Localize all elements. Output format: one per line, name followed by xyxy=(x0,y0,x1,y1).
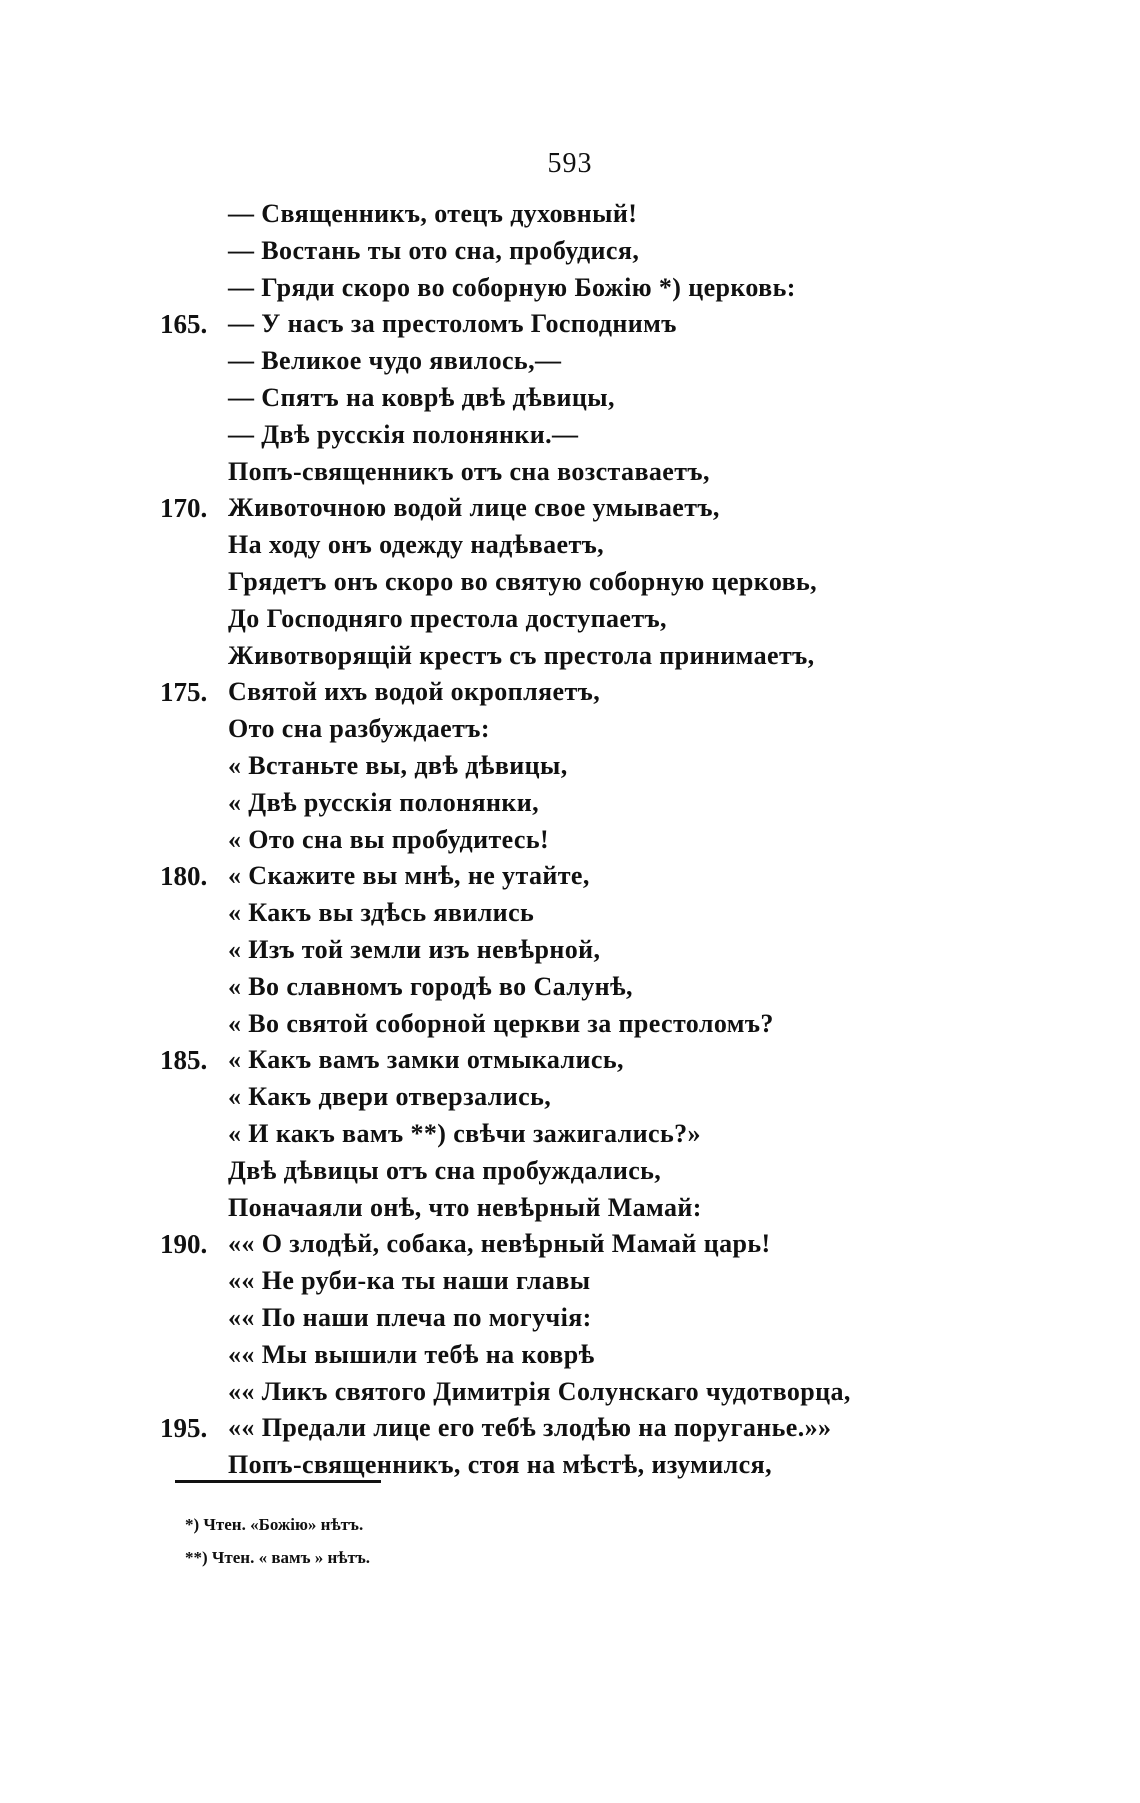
verse-line xyxy=(0,932,1140,969)
line-text: « Скажите вы мнѣ, не утайте, xyxy=(228,861,590,891)
line-number: 185. xyxy=(160,1045,208,1076)
verse-line xyxy=(0,1374,1140,1411)
verse-line xyxy=(0,748,1140,785)
verse-line xyxy=(0,785,1140,822)
verse-line xyxy=(0,1042,1140,1079)
line-text: « Встаньте вы, двѣ дѣвицы, xyxy=(228,750,568,780)
line-text: Животочною водой лице свое умываетъ, xyxy=(228,493,720,523)
line-number: 195. xyxy=(160,1413,208,1444)
verse-line xyxy=(0,380,1140,417)
verse-line xyxy=(0,417,1140,454)
footnote-divider xyxy=(175,1480,381,1483)
verse-line xyxy=(0,490,1140,527)
verse-line xyxy=(0,969,1140,1006)
verse-line xyxy=(0,1300,1140,1337)
line-text: « Изъ той земли изъ невѣрной, xyxy=(228,934,601,964)
verse-line xyxy=(0,638,1140,675)
line-text: « Во славномъ городѣ во Салунѣ, xyxy=(228,971,633,1001)
line-text: Двѣ дѣвицы отъ сна пробуждались, xyxy=(228,1155,662,1185)
verse-line xyxy=(0,306,1140,343)
verse-line xyxy=(0,674,1140,711)
line-number: 165. xyxy=(160,309,208,340)
line-text: « Какъ вы здѣсь явились xyxy=(228,898,535,928)
footnote: *) Чтен. «Божію» нѣтъ. xyxy=(185,1515,364,1534)
verse-line xyxy=(0,454,1140,491)
verse-line xyxy=(0,1190,1140,1227)
line-text: « Какъ вамъ замки отмыкались, xyxy=(228,1045,624,1075)
line-text: Попъ-священникъ, стоя на мѣстѣ, изумился, xyxy=(228,1450,772,1480)
line-text: «« По наши плеча по могучія: xyxy=(228,1302,592,1332)
verse-line xyxy=(0,564,1140,601)
line-number: 170. xyxy=(160,493,208,524)
line-text: — Священникъ, отецъ духовный! xyxy=(228,199,638,228)
verse-line xyxy=(0,1226,1140,1263)
line-text: « Какъ двери отверзались, xyxy=(228,1082,552,1112)
line-text: « Двѣ русскія полонянки, xyxy=(228,787,540,817)
verse-line xyxy=(0,822,1140,859)
line-text: — Великое чудо явилось,— xyxy=(228,346,562,376)
line-text: — Спятъ на коврѣ двѣ дѣвицы, xyxy=(228,382,615,412)
verse-line xyxy=(0,233,1140,270)
line-text: «« О злодѣй, собака, невѣрный Мамай царь! xyxy=(228,1229,771,1259)
line-text: — Востань ты ото сна, пробудися, xyxy=(228,235,640,265)
verse-line xyxy=(0,196,1140,233)
line-text: « Ото сна вы пробудитесь! xyxy=(228,824,550,854)
verse-line xyxy=(0,1079,1140,1116)
line-text: Животворящій крестъ съ престола принимаетъ, xyxy=(228,640,815,670)
line-text: « И какъ вамъ **) свѣчи зажигались?» xyxy=(228,1118,701,1148)
verse-line xyxy=(0,711,1140,748)
line-number: 175. xyxy=(160,677,208,708)
verse-line xyxy=(0,895,1140,932)
verse-line xyxy=(0,1116,1140,1153)
verse-block xyxy=(0,196,1140,1484)
verse-line xyxy=(0,527,1140,564)
line-text: «« Ликъ святого Димитрія Солунскаго чудотворца, xyxy=(228,1376,851,1406)
line-number: 190. xyxy=(160,1229,208,1260)
verse-line xyxy=(0,343,1140,380)
footnote: **) Чтен. « вамъ » нѣтъ. xyxy=(185,1548,371,1567)
line-text: На ходу онъ одежду надѣваетъ, xyxy=(228,530,605,560)
line-text: «« Не руби-ка ты наши главы xyxy=(228,1266,591,1296)
verse-line xyxy=(0,1263,1140,1300)
verse-line xyxy=(0,1410,1140,1447)
line-text: Святой ихъ водой окропляетъ, xyxy=(228,677,601,707)
line-text: Ото сна разбуждаетъ: xyxy=(228,714,490,744)
verse-line xyxy=(0,858,1140,895)
verse-line xyxy=(0,1153,1140,1190)
line-text: До Господняго престола доступаетъ, xyxy=(228,603,667,633)
line-text: « Во святой соборной церкви за престоломъ? xyxy=(228,1008,774,1038)
verse-line xyxy=(0,1337,1140,1374)
line-text: — Гряди скоро во соборную Божію *) церковь: xyxy=(228,272,796,302)
line-text: — Двѣ русскія полонянки.— xyxy=(228,419,579,449)
verse-line xyxy=(0,1447,1140,1484)
line-text: «« Предали лице его тебѣ злодѣю на поруганье.»» xyxy=(228,1413,832,1443)
line-text: Поначаяли онѣ, что невѣрный Мамай: xyxy=(228,1192,702,1222)
page-number: 593 xyxy=(547,148,593,179)
verse-line xyxy=(0,1006,1140,1043)
line-text: «« Мы вышили тебѣ на коврѣ xyxy=(228,1339,595,1369)
line-text: — У насъ за престоломъ Господнимъ xyxy=(228,309,677,339)
line-text: Грядетъ онъ скоро во святую соборную церковь, xyxy=(228,566,818,596)
verse-line xyxy=(0,601,1140,638)
line-number: 180. xyxy=(160,861,208,892)
line-text: Попъ-священникъ отъ сна возставаетъ, xyxy=(228,456,710,486)
verse-line xyxy=(0,270,1140,307)
footnotes xyxy=(185,1508,370,1574)
